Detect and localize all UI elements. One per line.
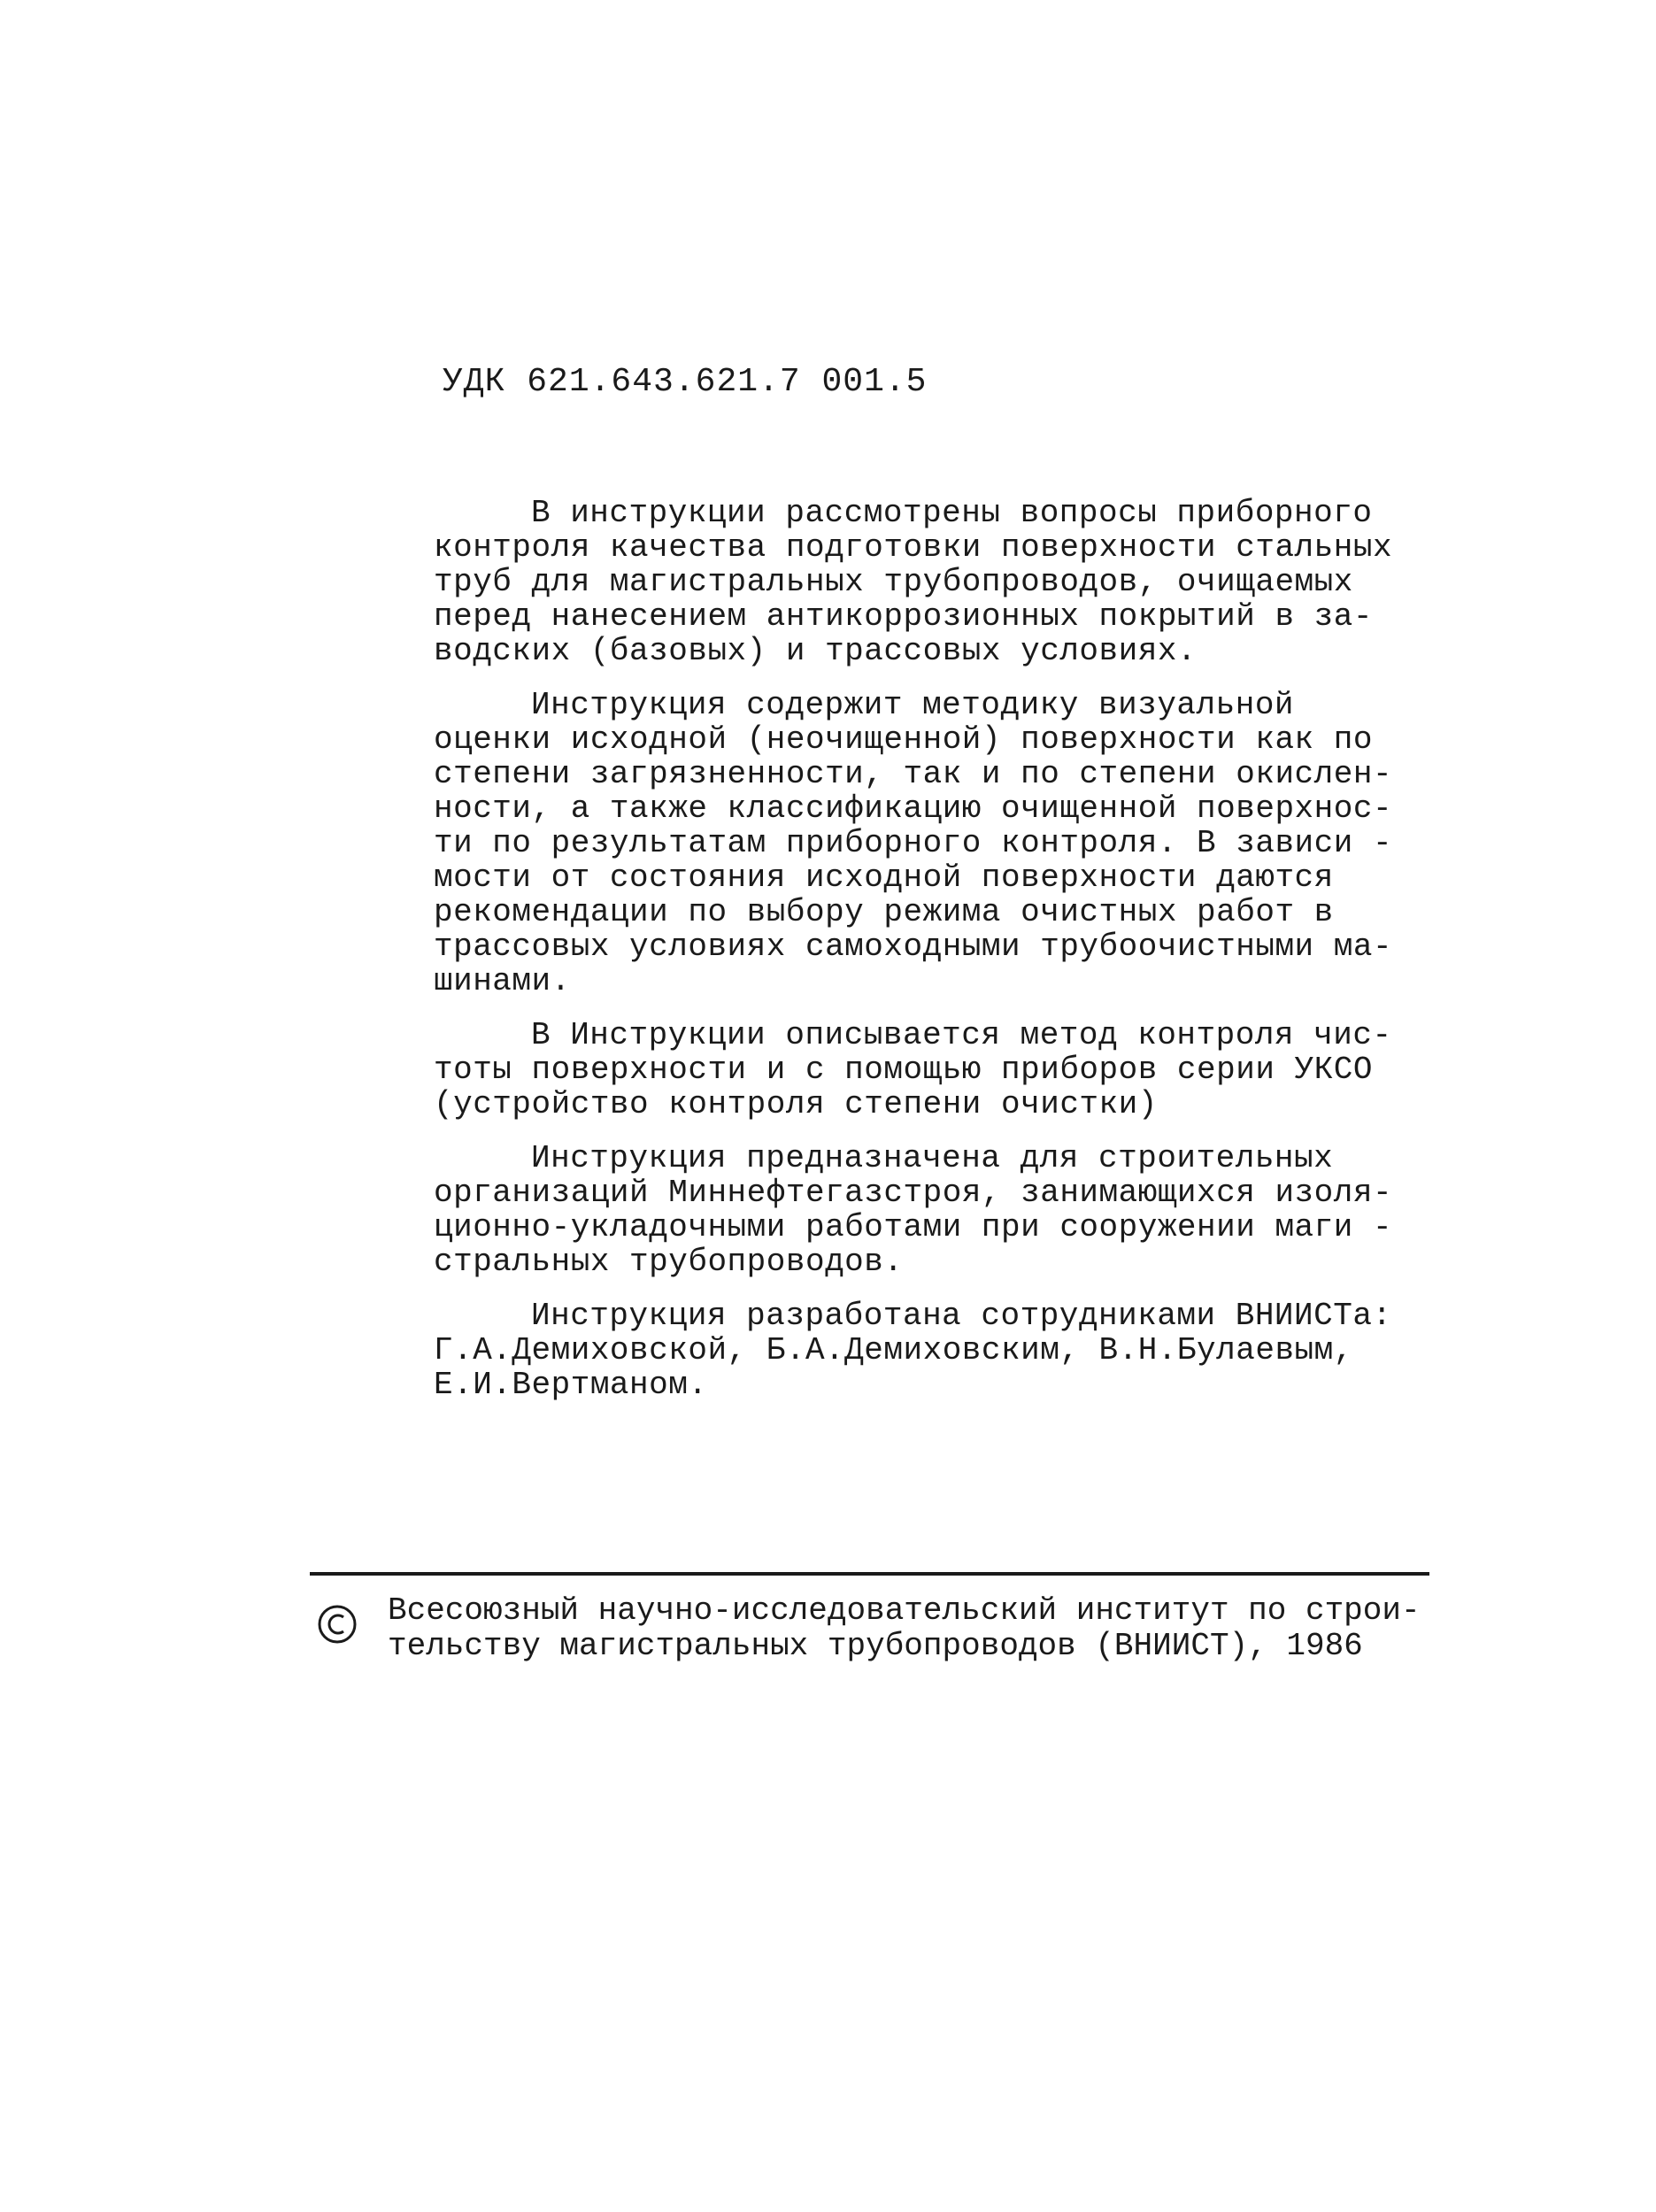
paragraph-scope [434,495,1393,669]
text-line: (устройство контроля степени очистки) [434,1086,1158,1122]
text-line: трассовых условиях самоходными трубоочистными ма- [434,929,1393,965]
text-line: организаций Миннефтегазстроя, занимающихся изоля- [434,1175,1393,1211]
udk-code: УДК 621.643.621.7 001.5 [443,363,928,401]
text-line: В инструкции рассмотрены вопросы приборного [531,495,1373,531]
text-line: Е.И.Вертманом. [434,1367,708,1403]
text-line: рекомендации по выбору режима очистных работ в [434,894,1334,930]
footer-divider [310,1572,1429,1576]
text-line: В Инструкции описывается метод контроля чис- [531,1017,1392,1053]
text-line: контроля качества подготовки поверхности стальных [434,529,1393,566]
paragraph-method [434,1018,1390,1121]
text-line: труб для магистральных трубопроводов, очищаемых [434,564,1353,600]
text-line: Инструкция разработана сотрудниками ВНИИСТа: [531,1298,1392,1334]
text-line: мости от состояния исходной поверхности даются [434,859,1334,896]
copyright-line: Всесоюзный научно-исследовательский институт по строи- [388,1592,1421,1629]
text-line: Инструкция предназначена для строительных [531,1140,1334,1176]
text-line: Г.А.Демиховской, Б.А.Демиховским, В.Н.Булаевым, [434,1332,1353,1368]
text-line: оценки исходной (неочищенной) поверхности как по [434,721,1373,758]
text-line: водских (базовых) и трассовых условиях. [434,633,1198,669]
paragraph-audience [434,1140,1393,1280]
copyright-line: тельству магистральных трубопроводов (ВНИИСТ), 1986 [388,1628,1363,1664]
paragraph-content [434,687,1393,999]
body-text [434,495,1393,1422]
copyright-icon [317,1604,358,1645]
text-line: перед нанесением антикоррозионных покрытий в за- [434,598,1373,635]
text-line: ционно-укладочными работами при сооружении маги - [434,1209,1393,1245]
text-line: стральных трубопроводов. [434,1244,904,1280]
text-line: ти по результатам приборного контроля. В зависи - [434,825,1393,861]
text-line: тоты поверхности и с помощью приборов серии УКСО [434,1052,1373,1088]
text-line: степени загрязненности, так и по степени окислен- [434,756,1393,792]
copyright-text [388,1593,1421,1664]
text-line: Инструкция содержит методику визуальной [531,687,1295,723]
paragraph-authors [434,1299,1390,1402]
text-line: ности, а также классификацию очищенной поверхнос- [434,790,1393,827]
text-line: шинами. [434,963,571,999]
